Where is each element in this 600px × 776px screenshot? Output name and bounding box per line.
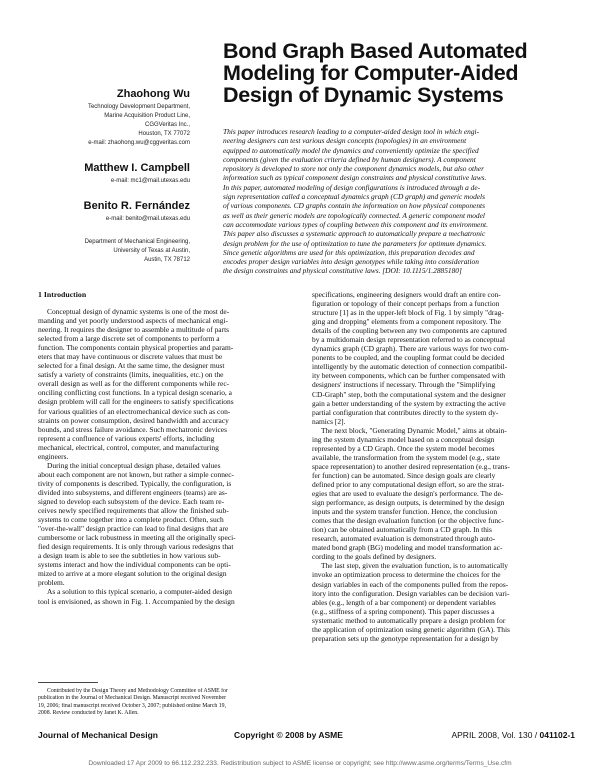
copyright-notice: Copyright © 2008 by ASME <box>234 730 343 740</box>
text-line: ity between components, which can be further compensated with <box>312 371 506 381</box>
introduction-text <box>38 307 300 606</box>
text-line: itory into the configuration. Design variables can be decision vari- <box>312 588 510 598</box>
text-line: satisfy a variety of constraints (limits, inequalities, etc.) on the <box>38 370 224 380</box>
text-line: invoke an optimization process to determine the choices for the <box>312 570 501 580</box>
text-line: tool is envisioned, as shown in Fig. 1. Accompanied by the design <box>38 596 235 606</box>
spacer <box>38 186 190 200</box>
text-line: As a solution to this typical scenario, a computer-aided design <box>47 587 232 597</box>
spacer <box>38 148 190 162</box>
text-line: preparation sets up the genotype representation for a design by <box>312 633 499 643</box>
abstract-line: This paper introduces research leading to a computer-aided design tool in which engi- <box>223 127 480 136</box>
text-line: The last step, given the evaluation function, is to automatically <box>321 561 508 571</box>
text-line: neering. It requires the designer to assemble a multitude of parts <box>38 325 230 335</box>
title-line: Bond Graph Based Automated <box>223 39 528 63</box>
abstract-line: equipped to automatically model the dynamics and conveniently optimize the specified <box>223 145 479 155</box>
text-line: sign performance, as design outputs, is determined by the design <box>312 498 505 508</box>
text-line: ceives newly specified requirements that allow the finished sub- <box>38 506 229 516</box>
text-line: defined prior to any computational design effort, so are the strat- <box>312 479 505 489</box>
author-affiliation-line: Technology Development Department, <box>87 104 190 110</box>
text-line: tion) can be obtained automatically from a CD graph. In this <box>312 525 492 535</box>
department-line: Austin, TX 78712 <box>144 257 190 263</box>
text-line: represent a confluence of various experts' efforts, including <box>38 433 215 443</box>
text-line: tivity of components is described. Typically, the configuration, is <box>38 478 232 488</box>
text-line: CD-Graph" step, both the computational system and the designer <box>312 389 506 399</box>
abstract-line: information such as typical component design constraints and physical constitutive laws. <box>223 173 487 183</box>
department-line: Department of Mechanical Engineering, <box>84 239 190 245</box>
download-notice: Downloaded 17 Apr 2009 to 66.112.232.233. Redistribution subject to ASME license or copyright; see http://www.asme.org/terms/Terms_Use.cfm <box>88 760 512 767</box>
text-line: straints on power consumption, desired bandwidth and accuracy <box>38 415 229 425</box>
text-line: systems interact and how the individual components can be opti- <box>38 560 231 570</box>
text-line: details of the coupling between any two components are captured <box>312 326 507 336</box>
author-affiliation-line: e-mail: benito@mail.utexas.edu <box>105 216 190 222</box>
abstract-line: design problem for the use of optimization to tune the parameters for optimum dynamics. <box>223 238 487 248</box>
text-line: Conceptual design of dynamic systems is one of the most de- <box>47 307 230 316</box>
text-line: manding and yet poorly understood aspects of mechanical engi- <box>38 316 229 326</box>
text-line: signed to develop each subsystem of the device. Each team re- <box>38 496 225 506</box>
text-line: (e.g., stiffness of a spring component). This paper discusses a <box>312 606 495 616</box>
text-line: The next block, "Generating Dynamic Model," aims at obtain- <box>321 425 507 435</box>
text-line: ponents to be coupled, and the coupling format could be decided <box>312 353 505 363</box>
text-line: inputs and the system transfer function. Hence, the conclusion <box>312 507 498 517</box>
text-line: overall design as well as for the different components while rec- <box>38 379 230 389</box>
author-affiliation-line: e-mail: zhaohong.wu@cggveritas.com <box>88 140 190 146</box>
text-line: designers' instructions if necessary. Through the "Simplifying <box>312 380 496 390</box>
abstract-line: Since genetic algorithms are used for this optimization, this preparation decodes and <box>223 247 475 257</box>
text-line: cumbersome or lack robustness in meeting all the originally speci- <box>38 533 236 543</box>
text-line: During the initial conceptual design phase, detailed values <box>47 460 221 470</box>
text-line: figuration or topology of their concept perhaps from a function <box>312 299 500 309</box>
text-line: intelligently by the automatic detection of connection compatibil- <box>312 362 508 372</box>
text-line: for various qualities of an electromechanical device such as con- <box>38 406 231 416</box>
text-line: onciling conflicting cost functions. In a typical design scenario, a <box>38 388 232 398</box>
footnote-line: 2008. Review conducted by Janet K. Allen. <box>38 710 139 717</box>
text-line: by a multidomain design representation referred to as conceptual <box>312 335 505 345</box>
footnote-rule <box>38 682 98 683</box>
text-line: systematic method to automatically prepare a design problem for <box>312 615 506 625</box>
footnote-line: publication in the Journal of Mechanical Design. Manuscript received November <box>38 695 227 702</box>
abstract-line: This paper also discusses a systematic approach to automatically prepare a mechatronic <box>223 229 486 239</box>
issue-volume: APRIL 2008, Vol. 130 / <box>451 730 538 740</box>
title-line: Modeling for Computer-Aided <box>223 61 519 85</box>
title-line: Design of Dynamic Systems <box>223 83 504 107</box>
author-name: Benito R. Fernández <box>83 200 190 212</box>
text-line: fer function) can be automated. Since design goals are clearly <box>312 470 496 480</box>
author-name: Matthew I. Campbell <box>84 162 190 174</box>
text-line: engineers. <box>38 451 69 461</box>
text-line: design variables in each of the components pulled from the repos- <box>312 579 509 589</box>
text-line: egies that are used to evaluate the design's performance. The de- <box>312 489 504 499</box>
page-footer <box>38 730 575 744</box>
section-heading: 1 Introduction <box>38 290 87 299</box>
text-line: ing the system dynamics model based on a conceptual design <box>312 434 495 444</box>
text-line: selected from a large discrete set of components to perform a <box>38 334 220 344</box>
text-line: comes that the design evaluation function (or the objective func- <box>312 516 504 526</box>
paper-title <box>223 40 573 106</box>
text-line: gain a better understanding of the system by extracting the active <box>312 398 506 408</box>
text-line: partial configuration that contributes directly to the system dy- <box>312 407 499 417</box>
abstract-line: repository is developed to store not only the component dynamics models, but also other <box>223 164 484 174</box>
text-line: selected for a final design. At the same time, the designer must <box>38 361 225 371</box>
text-line: ging and dropping" elements from a component repository. The <box>312 317 501 327</box>
journal-name: Journal of Mechanical Design <box>38 730 158 740</box>
text-line: space representation) to another desired representation (e.g., trans- <box>312 461 510 471</box>
body-column-right <box>312 290 574 643</box>
footnote <box>38 688 300 718</box>
abstract-line: the design constraints and physical constitutive laws. [DOI: 10.1115/1.2885180] <box>223 266 462 276</box>
text-line: problem. <box>38 578 65 588</box>
text-line: available, the transformation from the system model (e.g., state <box>312 452 500 462</box>
abstract-line: of various components. CD graphs contain the information on how physical components <box>223 201 485 211</box>
text-line: mated bond graph (BG) modeling and model transformation ac- <box>312 543 503 553</box>
text-line: function. The components contain physical properties and param- <box>38 343 234 353</box>
abstract-line: In this paper, automated modeling of design configurations is introduced through a de- <box>223 182 481 192</box>
author-affiliation-line: CGGVeritas Inc., <box>144 122 190 128</box>
abstract-line: sign representation called a conceptual dynamics graph (CD graph) and generic models <box>223 192 485 202</box>
author-name: Zhaohong Wu <box>116 88 190 100</box>
abstract-line: can accommodate various types of coupling between this component and its environment. <box>223 219 488 229</box>
text-line: mized to arrive at a more elegant solution to the original design <box>38 569 227 579</box>
text-line: namics [2]. <box>312 416 346 426</box>
introduction-text-continued <box>312 290 574 643</box>
spacer <box>38 224 190 238</box>
page-id: 041102-1 <box>539 730 575 740</box>
text-line: dynamics graph (CD graph). There are various ways for two com- <box>312 344 509 354</box>
text-line: mechanical, electrical, control, computer, and manufacturing <box>38 442 219 452</box>
author-affiliation-line: Houston, TX 77072 <box>138 131 190 137</box>
footnote-line: 19, 2006; final manuscript received October 3, 2007; published online March 19, <box>38 702 227 709</box>
text-line: divided into subsystems, and different engineers (teams) are as- <box>38 487 228 497</box>
abstract <box>223 127 575 276</box>
author-block <box>38 88 190 265</box>
text-line: cording to the goals defined by designers. <box>312 552 437 562</box>
text-line: eters that may have continuous or discrete values that must be <box>38 352 223 362</box>
text-line: a design team is able to see the subtleties in how various sub- <box>38 551 221 561</box>
abstract-line: as well as their generic models are topologically connected. A generic component model <box>223 210 485 220</box>
text-line: structure [1] as in the upper-left block of Fig. 1 by simply "drag- <box>312 308 504 318</box>
text-line: design problem will call for the engineers to satisfy specifications <box>38 397 234 407</box>
text-line: the application of optimization using genetic algorithm (GA). This <box>312 624 510 634</box>
text-line: bounds, and stress failure avoidance. Such mechatronic devices <box>38 424 227 434</box>
author-affiliation-line: e-mail: mc1@mail.utexas.edu <box>110 178 190 184</box>
text-line: about each component are not known, but rather a simple connec- <box>38 469 234 479</box>
issue-info <box>451 730 575 740</box>
text-line: "over-the-wall" design practice can lead to final designs that are <box>38 524 229 534</box>
text-line: ables (e.g., length of a bar component) or dependent variables <box>312 597 496 607</box>
abstract-line: components (given the evaluation criteria defined by human designers). A component <box>223 154 476 164</box>
text-line: fied design requirements. It is only through various redesigns that <box>38 542 234 552</box>
abstract-line: neering designers can test various design concepts (topologies) in an environment <box>223 136 467 146</box>
text-line: research, automated evaluation is demonstrated through auto- <box>312 534 496 544</box>
abstract-line: encodes proper design variables into design genotypes while taking into consideration <box>223 257 479 267</box>
department-line: University of Texas at Austin, <box>113 248 190 254</box>
text-line: systems to come together into a complete product. Often, such <box>38 515 224 525</box>
footnote-line: Contributed by the Design Theory and Methodology Committee of ASME for <box>47 688 228 694</box>
text-line: specifications, engineering designers would draft an entire con- <box>312 290 501 299</box>
body-column-left <box>38 290 300 606</box>
text-line: represented by a CD Graph. Once the system model becomes <box>312 443 495 453</box>
author-affiliation-line: Marine Acquisition Product Line, <box>104 113 190 119</box>
